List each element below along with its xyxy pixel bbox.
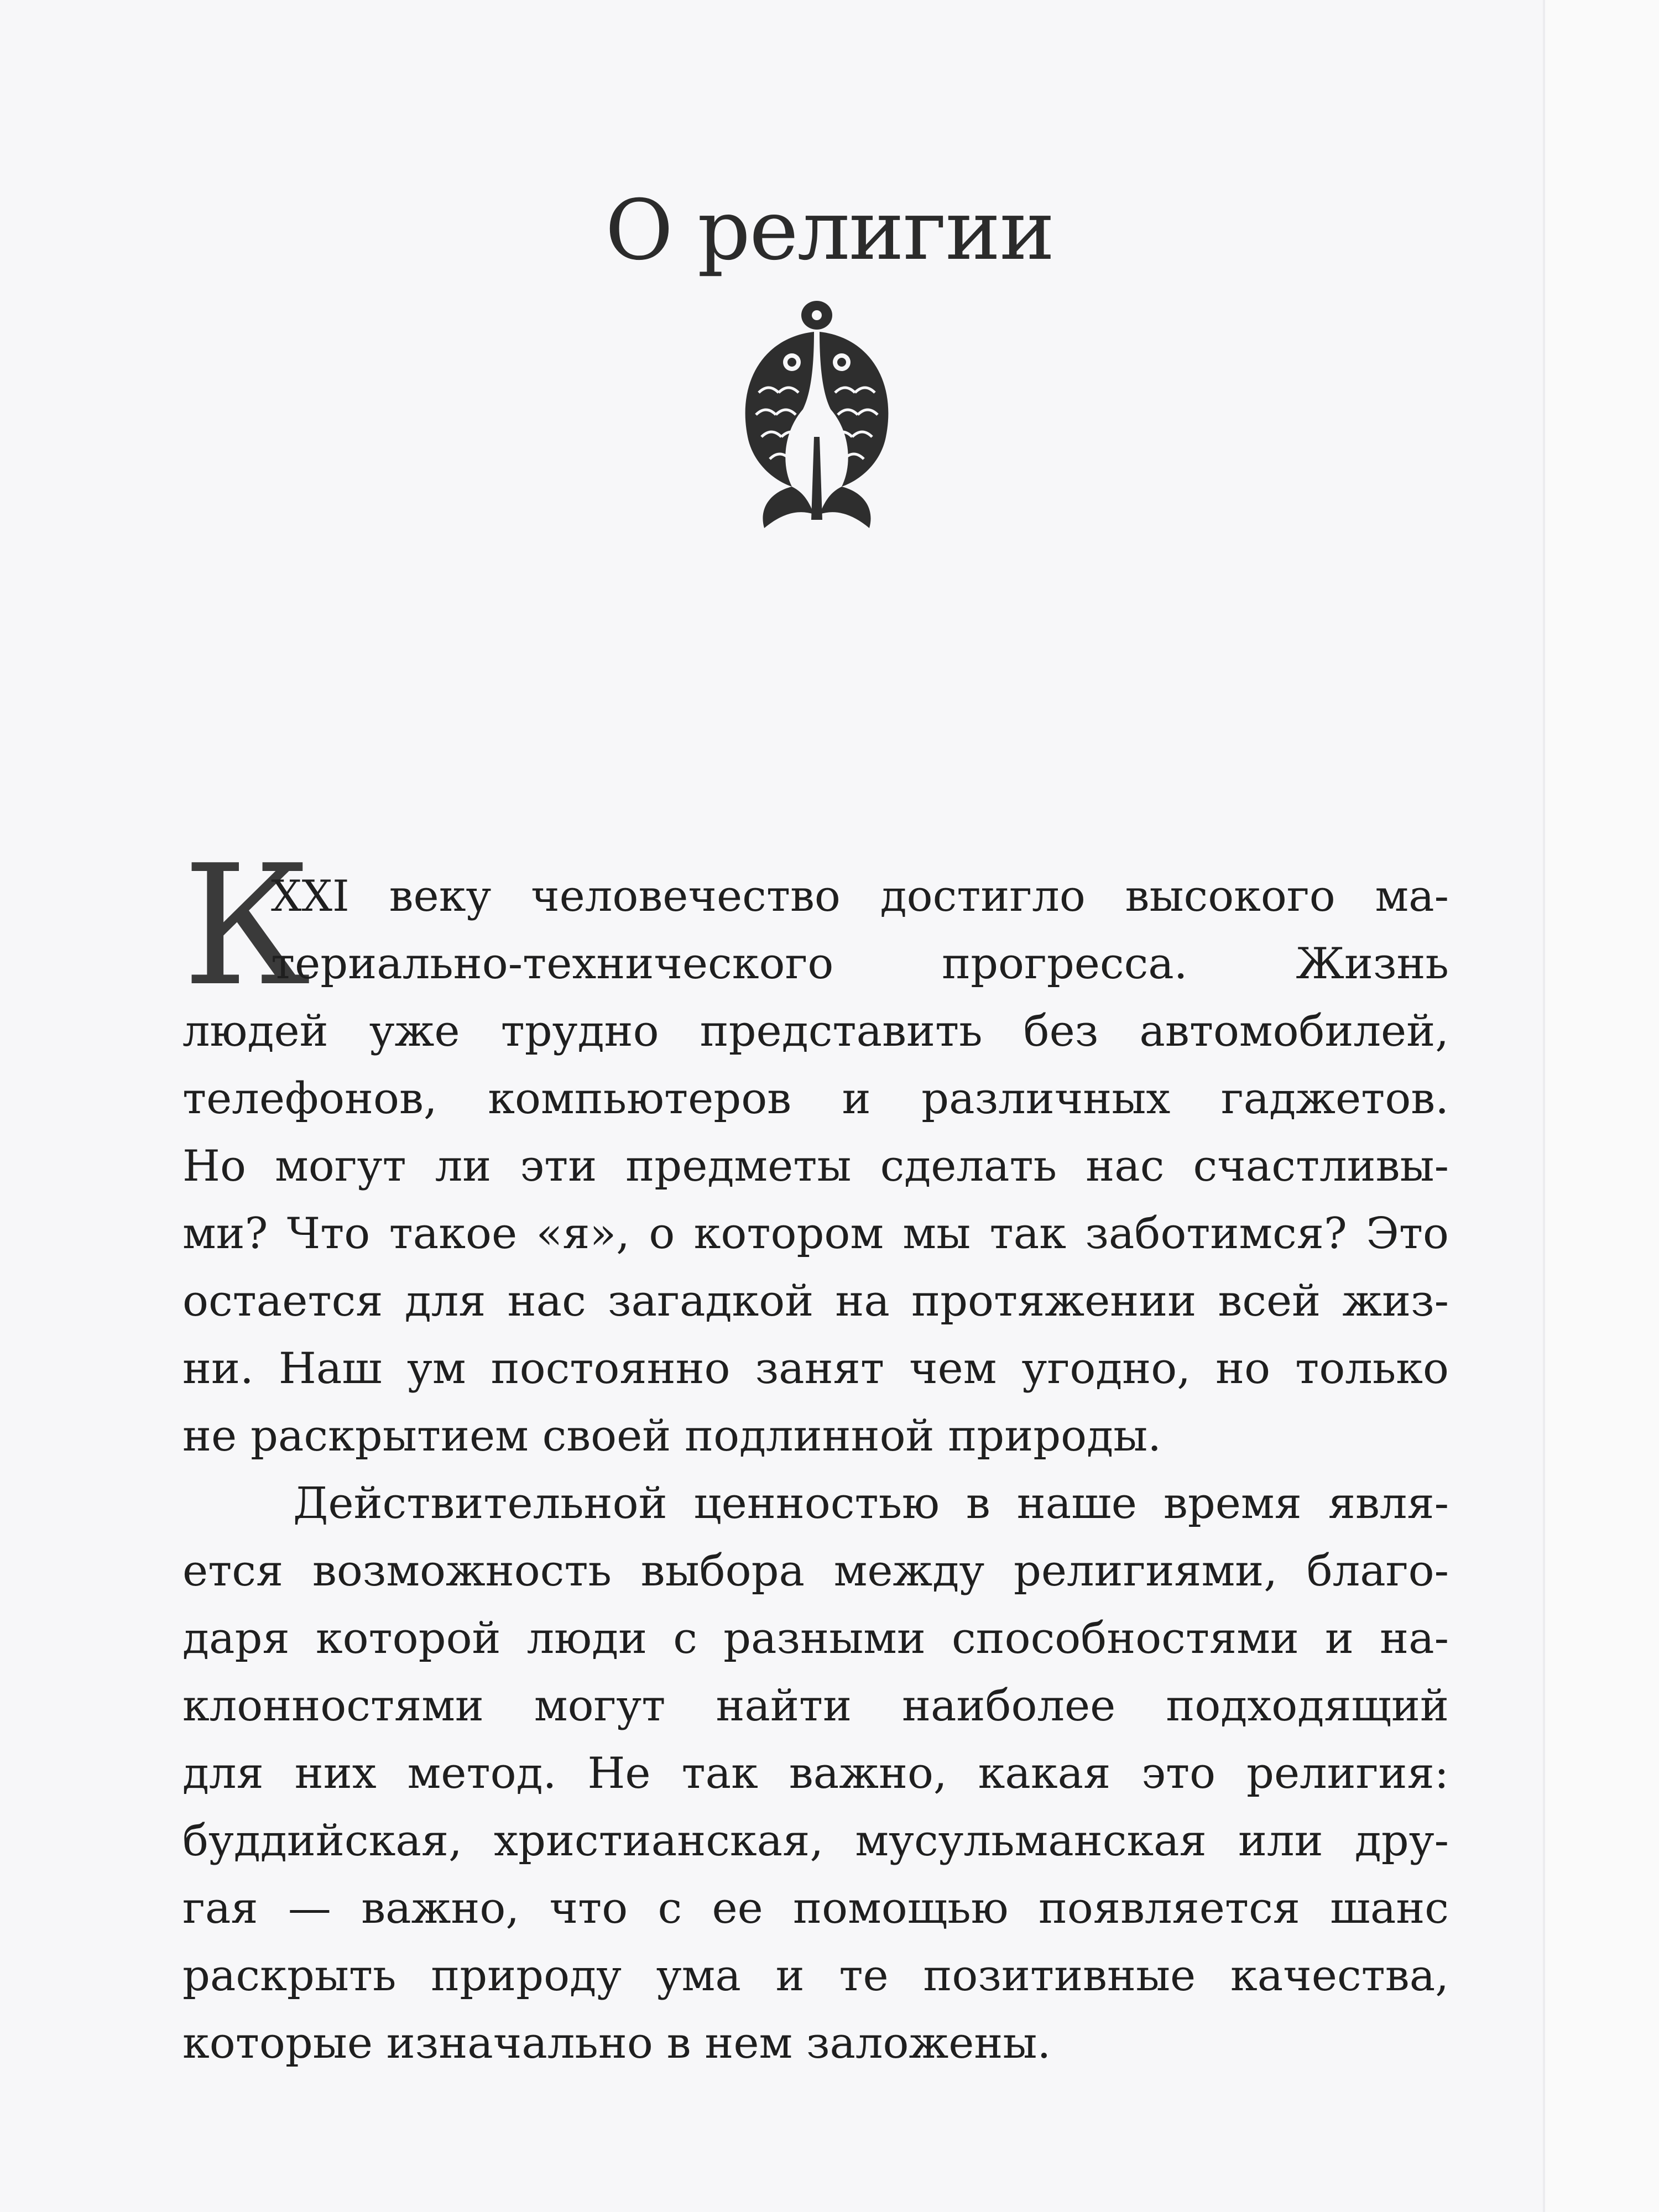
- text-line: раскрыть природу ума и те позитивные качества,: [182, 1951, 1449, 2001]
- text-line: ется возможность выбора между религиями, благо-: [182, 1546, 1449, 1596]
- text-line: териально-технического прогресса. Жизнь: [271, 939, 1449, 989]
- text-line: гая — важно, что с ее помощью появляется шанс: [182, 1884, 1449, 1933]
- text-line: клонностями могут найти наиболее подходящий: [182, 1681, 1449, 1731]
- body-text: [182, 863, 1449, 2077]
- text-line: остается для нас загадкой на протяжении всей жиз-: [182, 1276, 1449, 1326]
- text-line: Но могут ли эти предметы сделать нас счастливы-: [182, 1141, 1449, 1191]
- text-line: буддийская, христианская, мусульманская или дру-: [182, 1816, 1449, 1866]
- text-line: Действительной ценностью в наше время явля-: [293, 1479, 1449, 1528]
- text-line: ни. Наш ум постоянно занят чем угодно, но только: [182, 1344, 1449, 1394]
- text-line: которые изначально в нем заложены.: [182, 2018, 1051, 2068]
- text-line: людей уже трудно представить без автомобилей,: [182, 1006, 1449, 1056]
- text-line: даря которой люди с разными способностями и на-: [182, 1614, 1449, 1663]
- text-line: телефонов, компьютеров и различных гаджетов.: [182, 1074, 1449, 1124]
- chapter-title: О религии: [605, 182, 1054, 279]
- text-line: XXI веку человечество достигло высокого ма-: [271, 872, 1449, 921]
- text-line: ми? Что такое «я», о котором мы так заботимся? Это: [182, 1209, 1449, 1259]
- drop-cap: К: [182, 830, 311, 1022]
- text-line: не раскрытием своей подлинной природы.: [182, 1411, 1162, 1461]
- two-fish-emblem-icon: [731, 299, 902, 531]
- paragraph-1: [182, 863, 1449, 1470]
- text-line: для них метод. Не так важно, какая это религия:: [182, 1749, 1449, 1798]
- paragraph-2: [182, 1470, 1449, 2077]
- page-edge: [1543, 0, 1659, 2212]
